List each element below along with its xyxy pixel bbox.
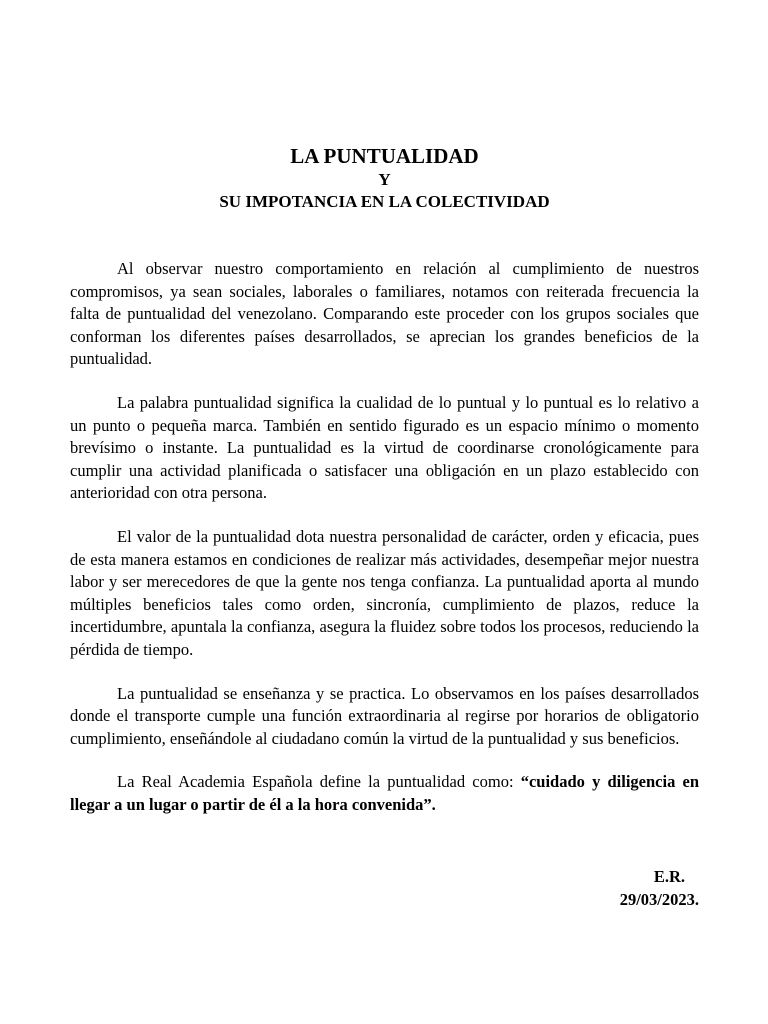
paragraph-1: Al observar nuestro comportamiento en relación al cumplimiento de nuestros compromisos, ya sean sociales, laborales o familiares, notamos con reiterada frecuencia la falta de puntualidad del venezolano. Comparando este proceder con los grupos sociales que conforman los diferentes países desarrollados, se aprecian los grandes beneficios de la puntualidad.	[70, 259, 699, 369]
document-title	[70, 143, 699, 213]
title-line-1: LA PUNTUALIDAD	[290, 144, 479, 168]
document-body	[70, 258, 699, 816]
paragraph-4: La puntualidad se enseñanza y se practica. Lo observamos en los países desarrollados donde el transporte cumple una función extraordinaria al regirse por horarios de obligatorio cumplimiento, enseñándole al ciudadano común la virtud de la puntualidad y sus beneficios.	[70, 683, 699, 748]
signature-block	[620, 865, 699, 911]
document-page	[70, 0, 699, 1024]
title-line-2: Y	[378, 170, 391, 189]
paragraph-3: El valor de la puntualidad dota nuestra personalidad de carácter, orden y eficacia, pues de esta manera estamos en condiciones de realizar más actividades, desempeñar mejor nuestra labor y ser merecedores de que la gente nos tenga confianza. La puntualidad aporta al mundo múltiples beneficios tales como orden, sincronía, cumplimiento de plazos, reduce la incertidumbre, apuntala la confianza, asegura la fluidez sobre todos los procesos, reduciendo la pérdida de tiempo.	[70, 526, 699, 659]
paragraph-definition	[70, 771, 699, 816]
signature-date: 29/03/2023.	[619, 890, 699, 909]
definition-quote: “cuidado y diligencia en llegar a un lugar o partir de él a la hora convenida”.	[70, 772, 699, 814]
paragraph-2: La palabra puntualidad significa la cualidad de lo puntual y lo puntual es lo relativo a un punto o pequeña marca. También en sentido figurado es un espacio mínimo o momento brevísimo o instante. La puntualidad es la virtud de coordinarse cronológicamente para cumplir una actividad planificada o satisfacer una obligación en un plazo establecido con anterioridad con otra persona.	[70, 392, 699, 503]
title-line-3: SU IMPOTANCIA EN LA COLECTIVIDAD	[219, 192, 550, 211]
definition-intro: La Real Academia Española define la puntualidad como:	[117, 772, 521, 792]
signature-initials: E.R.	[653, 867, 685, 886]
